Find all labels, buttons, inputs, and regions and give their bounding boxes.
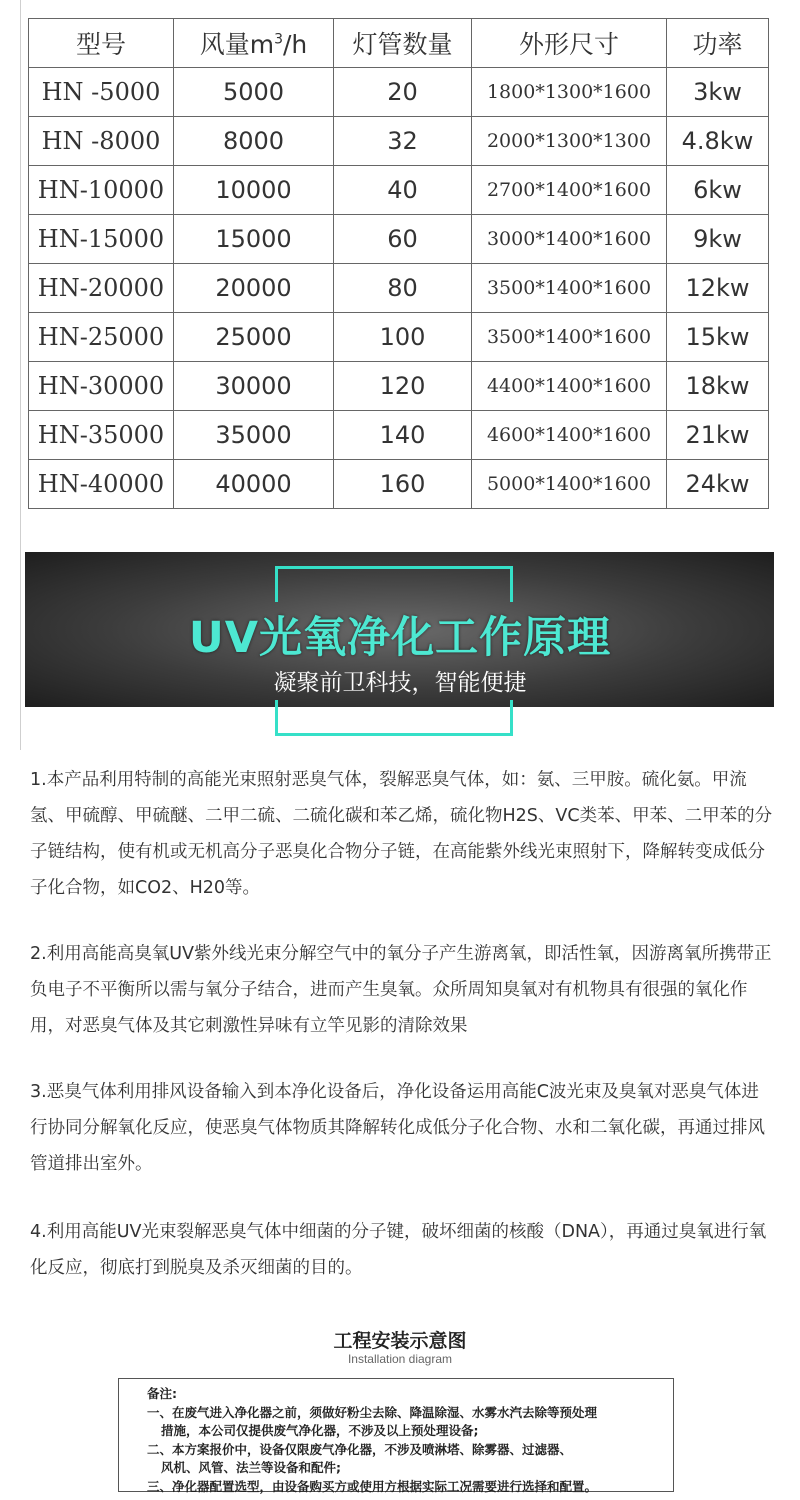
banner-title: UV光氧净化工作原理 (188, 613, 612, 663)
cell-airflow: 30000 (174, 362, 334, 411)
table-row (29, 411, 769, 460)
cell-model: HN-25000 (29, 313, 174, 362)
cell-model: HN-30000 (29, 362, 174, 411)
cell-model: HN-10000 (29, 166, 174, 215)
principle-paragraph-2: 2.利用高能高臭氧UV紫外线光束分解空气中的氧分子产生游离氧，即活性氧，因游离氧所携带正负电子不平衡所以需与氧分子结合，进而产生臭氧。众所周知臭氧对有机物具有很强的氧化作用，对恶臭气体及其它刺激性异味有立竿见影的清除效果 (30, 944, 772, 1036)
cell-model: HN -8000 (29, 117, 174, 166)
cell-dimensions: 2000*1300*1300 (472, 117, 667, 166)
cell-airflow: 8000 (174, 117, 334, 166)
cell-lamps: 20 (334, 68, 472, 117)
installation-title: 工程安装示意图 (333, 1330, 467, 1352)
table-row (29, 313, 769, 362)
cell-dimensions: 4600*1400*1600 (472, 411, 667, 460)
cell-power: 12kw (667, 264, 769, 313)
header-model: 型号 (29, 19, 174, 68)
cell-power: 3kw (667, 68, 769, 117)
cell-airflow: 10000 (174, 166, 334, 215)
notes-box (118, 1378, 674, 1492)
cell-airflow: 20000 (174, 264, 334, 313)
cell-dimensions: 1800*1300*1600 (472, 68, 667, 117)
principle-paragraph-4: 4.利用高能UV光束裂解恶臭气体中细菌的分子键，破坏细菌的核酸（DNA），再通过臭氧进行氧化反应，彻底打到脱臭及杀灭细菌的目的。 (30, 1222, 767, 1278)
table-row (29, 264, 769, 313)
header-dimensions: 外形尺寸 (472, 19, 667, 68)
principle-paragraph-3: 3.恶臭气体利用排风设备输入到本净化设备后，净化设备运用高能C波光束及臭氧对恶臭气体进行协同分解氧化反应，使恶臭气体物质其降解转化成低分子化合物、水和二氧化碳，再通过排风管道排出室外。 (30, 1082, 765, 1174)
cell-airflow: 35000 (174, 411, 334, 460)
cell-airflow: 15000 (174, 215, 334, 264)
cell-lamps: 40 (334, 166, 472, 215)
cell-dimensions: 4400*1400*1600 (472, 362, 667, 411)
header-lamps: 灯管数量 (334, 19, 472, 68)
cell-dimensions: 3500*1400*1600 (472, 313, 667, 362)
note-line: 风机、风管、法兰等设备和配件; (161, 1460, 341, 1475)
cell-model: HN-20000 (29, 264, 174, 313)
table-row (29, 117, 769, 166)
table-row (29, 215, 769, 264)
note-line: 二、本方案报价中，设备仅限废气净化器，不涉及喷淋塔、除雾器、过滤器、 (147, 1441, 573, 1457)
cell-model: HN -5000 (29, 68, 174, 117)
principle-paragraph-1: 1.本产品利用特制的高能光束照射恶臭气体，裂解恶臭气体，如：氨、三甲胺。硫化氨。甲流氢、甲硫醇、甲硫醚、二甲二硫、二硫化碳和苯乙烯，硫化物H2S、VC类苯、甲苯、二甲苯的分子链结构，使有机或无机高分子恶臭化合物分子链，在高能紫外线光束照射下，降解转变成低分子化合物，如CO2、H20等。 (30, 770, 773, 898)
banner-subtitle: 凝聚前卫科技，智能便捷 (273, 670, 527, 696)
spec-table-header (29, 19, 769, 68)
cell-power: 18kw (667, 362, 769, 411)
note-line: 一、在废气进入净化器之前，须做好粉尘去除、降温除湿、水雾水汽去除等预处理 (147, 1404, 598, 1420)
cell-power: 6kw (667, 166, 769, 215)
header-airflow: 风量$m^3/h$ (174, 19, 334, 68)
cell-airflow: 5000 (174, 68, 334, 117)
note-line: 措施，本公司仅提供废气净化器，不涉及以上预处理设备; (161, 1423, 479, 1438)
installation-subtitle: Installation diagram (347, 1352, 453, 1366)
header-power: 功率 (667, 19, 769, 68)
cell-lamps: 120 (334, 362, 472, 411)
cell-power: 4.8kw (667, 117, 769, 166)
cell-airflow: 40000 (174, 460, 334, 509)
cell-dimensions: 3000*1400*1600 (472, 215, 667, 264)
cell-lamps: 160 (334, 460, 472, 509)
cell-model: HN-40000 (29, 460, 174, 509)
cell-lamps: 140 (334, 411, 472, 460)
cell-model: HN-35000 (29, 411, 174, 460)
banner-bracket-bottom (275, 700, 513, 736)
cell-power: 9kw (667, 215, 769, 264)
cell-lamps: 60 (334, 215, 472, 264)
notes-label: 备注: (147, 1386, 177, 1401)
cell-dimensions: 2700*1400*1600 (472, 166, 667, 215)
cell-dimensions: 3500*1400*1600 (472, 264, 667, 313)
cell-power: 21kw (667, 411, 769, 460)
cell-airflow: 25000 (174, 313, 334, 362)
table-row (29, 460, 769, 509)
cell-dimensions: 5000*1400*1600 (472, 460, 667, 509)
cell-power: 15kw (667, 313, 769, 362)
note-line: 三、净化器配置选型，由设备购买方或使用方根据实际工况需要进行选择和配置。 (147, 1478, 598, 1494)
cell-model: HN-15000 (29, 215, 174, 264)
cell-power: 24kw (667, 460, 769, 509)
cell-lamps: 32 (334, 117, 472, 166)
table-row (29, 166, 769, 215)
banner-bracket-top (275, 566, 513, 602)
table-row (29, 362, 769, 411)
cell-lamps: 100 (334, 313, 472, 362)
cell-lamps: 80 (334, 264, 472, 313)
spec-table (28, 18, 769, 509)
table-row (29, 68, 769, 117)
